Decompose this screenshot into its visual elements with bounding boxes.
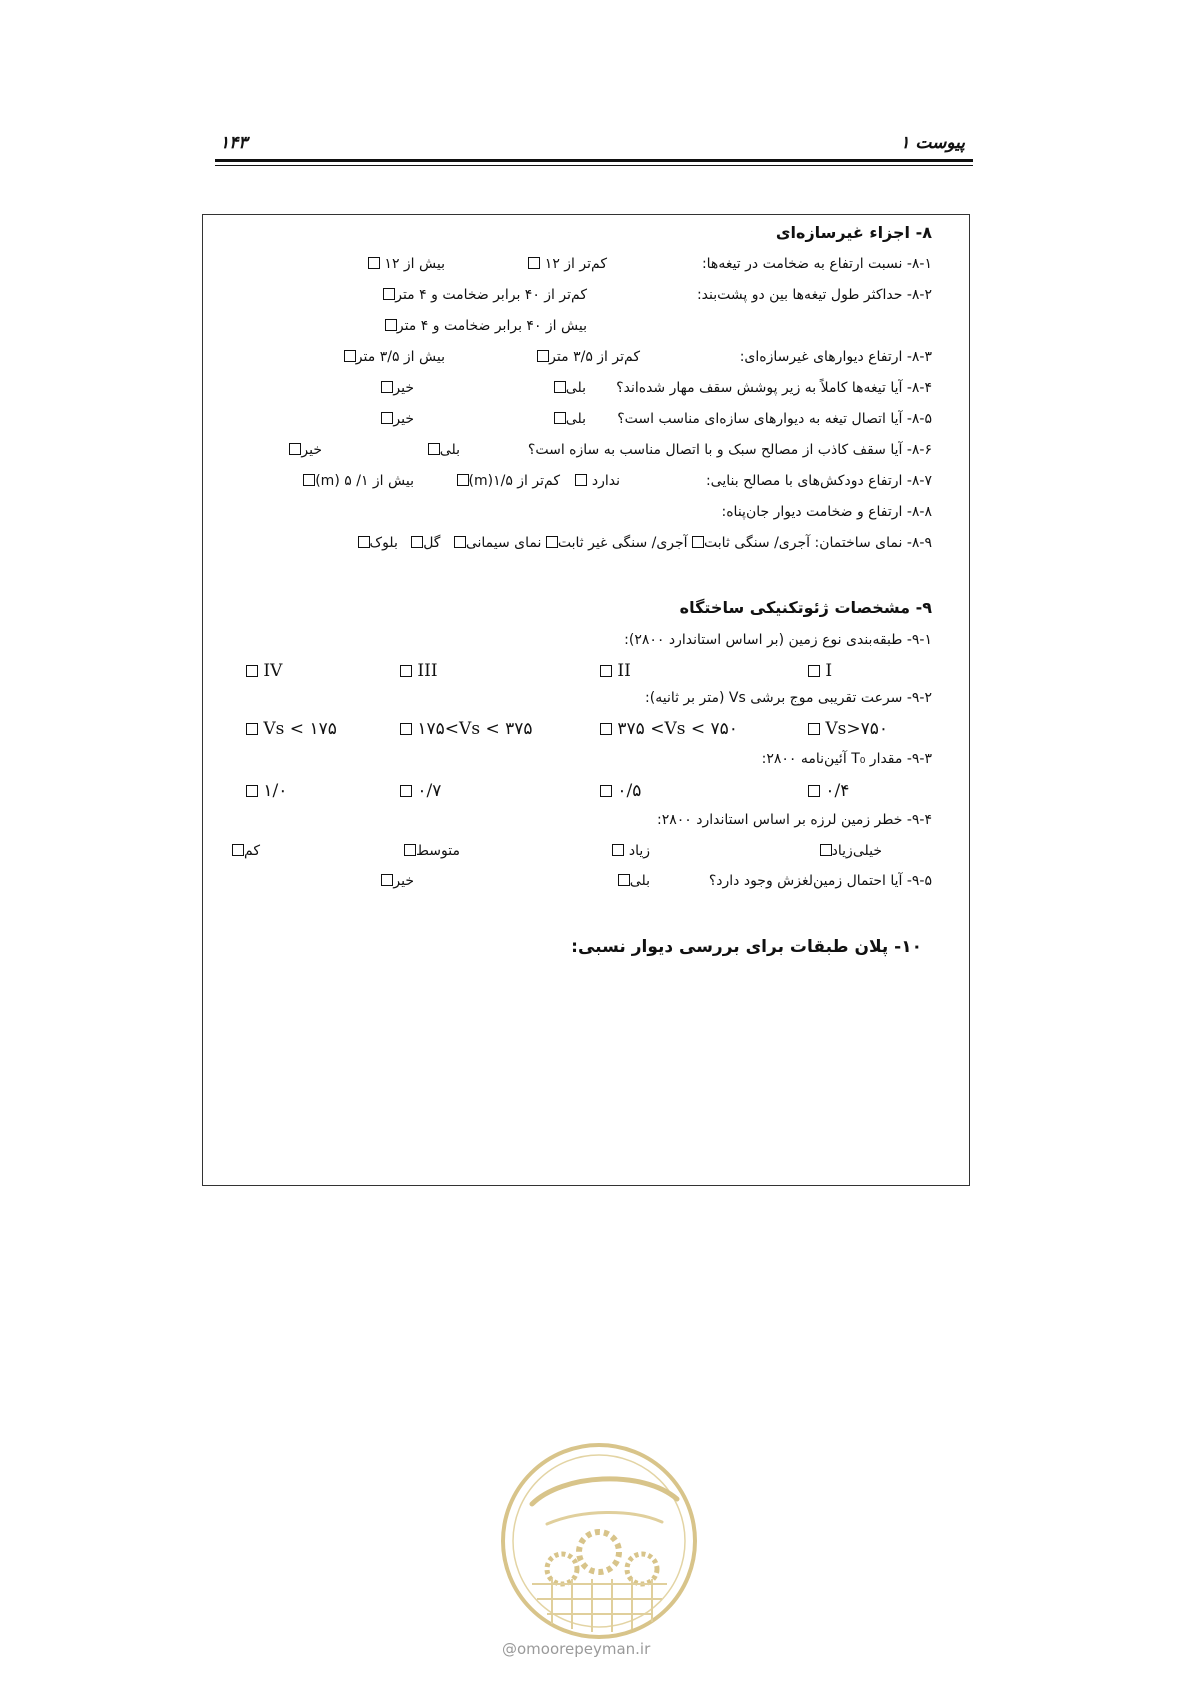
q8-4-option-yes[interactable]: بلی [554, 380, 586, 396]
checkbox[interactable] [575, 474, 587, 486]
checkbox[interactable] [546, 536, 558, 548]
q9-1-option-4[interactable]: IV [246, 661, 282, 681]
q9-3-option-2[interactable]: ۰/۵ [600, 781, 641, 801]
q8-9-option-1[interactable]: آجری/ سنگی ثابت [692, 535, 810, 551]
q8-9-option-2[interactable]: آجری/ سنگی غیر ثابت [546, 535, 688, 551]
q8-4-label: ۸-۴- آیا تیغه‌ها کاملاً به زیر پوشش سقف مهار شده‌اند؟ [616, 380, 932, 396]
checkbox[interactable] [612, 844, 624, 856]
q9-4-option-2[interactable]: زیاد [612, 843, 650, 859]
seal-logo [492, 1434, 706, 1666]
q8-5-option-yes[interactable]: بلی [554, 411, 586, 427]
q8-3-option-1[interactable]: کم‌تر از ۳/۵ متر [537, 349, 640, 365]
checkbox[interactable] [400, 723, 412, 735]
checkbox[interactable] [692, 536, 704, 548]
q8-6-label: ۸-۶- آیا سقف کاذب از مصالح سبک و با اتصال مناسب به سازه است؟ [527, 442, 932, 458]
checkbox[interactable] [289, 443, 301, 455]
q8-1-option-2[interactable]: بیش از ۱۲ [368, 256, 445, 272]
checkbox[interactable] [232, 844, 244, 856]
checkbox[interactable] [381, 874, 393, 886]
q8-9-option-4[interactable]: گل [411, 535, 440, 551]
q8-5-label: ۸-۵- آیا اتصال تیغه به دیوارهای سازه‌ای مناسب است؟ [617, 411, 932, 427]
q9-2-option-1[interactable]: Vs>۷۵۰ [808, 719, 888, 739]
q9-4-option-3[interactable]: متوسط [404, 843, 460, 859]
q9-2-label: ۹-۲- سرعت تقریبی موج برشی Vs (متر بر ثانیه): [645, 690, 932, 706]
q9-1-option-2[interactable]: II [600, 661, 631, 681]
q8-9-option-5[interactable]: بلوک [358, 535, 398, 551]
q8-7-option-less[interactable]: کم‌تر از ۱/۵(m) [457, 473, 561, 489]
checkbox[interactable] [400, 785, 412, 797]
q8-9-row: ۸-۹- نمای ساختمان: آجری/ سنگی ثابت آجری/ سنگی غیر ثابت نمای سیمانی گل بلوک [358, 535, 932, 551]
q9-2-option-3[interactable]: ۱۷۵<Vs < ۳۷۵ [400, 719, 533, 739]
checkbox[interactable] [600, 665, 612, 677]
checkbox[interactable] [246, 785, 258, 797]
q8-1-label: ۸-۱- نسبت ارتفاع به ضخامت در تیغه‌ها: [701, 256, 932, 272]
q8-3-label: ۸-۳- ارتفاع دیوارهای غیرسازه‌ای: [739, 349, 932, 365]
checkbox[interactable] [537, 350, 549, 362]
checkbox[interactable] [457, 474, 469, 486]
q8-8-label: ۸-۸- ارتفاع و ضخامت دیوار جان‌پناه: [721, 504, 932, 520]
checkbox[interactable] [528, 257, 540, 269]
q8-2-label: ۸-۲- حداکثر طول تیغه‌ها بین دو پشت‌بند: [696, 287, 932, 303]
checkbox[interactable] [404, 844, 416, 856]
q8-4-option-no[interactable]: خیر [381, 380, 414, 396]
checkbox[interactable] [808, 723, 820, 735]
page-number: ۱۴۳ [220, 133, 248, 153]
checkbox[interactable] [246, 723, 258, 735]
q9-3-option-4[interactable]: ۱/۰ [246, 781, 287, 801]
q8-9-option-3[interactable]: نمای سیمانی [454, 535, 542, 551]
q8-6-option-yes[interactable]: بلی [428, 442, 460, 458]
checkbox[interactable] [454, 536, 466, 548]
q8-5-option-no[interactable]: خیر [381, 411, 414, 427]
checkbox[interactable] [381, 412, 393, 424]
section-8-title: ۸- اجزاء غیرسازه‌ای [775, 223, 932, 242]
checkbox[interactable] [428, 443, 440, 455]
section-9-title: ۹- مشخصات ژئوتکنیکی ساختگاه [679, 598, 932, 617]
section-10-title: ۱۰- پلان طبقات برای بررسی دیوار نسبی: [571, 937, 922, 957]
q9-4-option-1[interactable]: خیلی‌زیاد [820, 843, 882, 859]
checkbox[interactable] [400, 665, 412, 677]
checkbox[interactable] [383, 288, 395, 300]
checkbox[interactable] [303, 474, 315, 486]
watermark-url: @omoorepeyman.ir [502, 1640, 651, 1658]
q8-2-option-2[interactable]: بیش از ۴۰ برابر ضخامت و ۴ متر [385, 318, 587, 334]
q8-6-option-no[interactable]: خیر [289, 442, 322, 458]
q9-5-label: ۹-۵- آیا احتمال زمین‌لغزش وجود دارد؟ [708, 873, 932, 889]
q9-3-option-3[interactable]: ۰/۷ [400, 781, 441, 801]
q9-1-label: ۹-۱- طبقه‌بندی نوع زمین (بر اساس استاندارد ۲۸۰۰): [624, 632, 932, 648]
checkbox[interactable] [385, 319, 397, 331]
q8-2-option-1[interactable]: کم‌تر از ۴۰ برابر ضخامت و ۴ متر [383, 287, 587, 303]
checkbox[interactable] [358, 536, 370, 548]
q8-7-option-more[interactable]: بیش از ۱/ ۵ (m) [303, 473, 414, 489]
checkbox[interactable] [820, 844, 832, 856]
q9-5-option-yes[interactable]: بلی [618, 873, 650, 889]
checkbox[interactable] [554, 412, 566, 424]
checkbox[interactable] [246, 665, 258, 677]
q9-2-option-2[interactable]: ۳۷۵ <Vs < ۷۵۰ [600, 719, 738, 739]
checkbox[interactable] [808, 665, 820, 677]
q8-7-label: ۸-۷- ارتفاع دودکش‌های با مصالح بنایی: [705, 473, 932, 489]
checkbox[interactable] [600, 785, 612, 797]
q9-3-option-1[interactable]: ۰/۴ [808, 781, 849, 801]
checkbox[interactable] [411, 536, 423, 548]
q9-4-option-4[interactable]: کم [232, 843, 260, 859]
checkbox[interactable] [381, 381, 393, 393]
checkbox[interactable] [618, 874, 630, 886]
q8-1-option-1[interactable]: کم‌تر از ۱۲ [528, 256, 607, 272]
header-rule-thick [215, 159, 973, 162]
checkbox[interactable] [600, 723, 612, 735]
q9-1-option-1[interactable]: I [808, 661, 832, 681]
q9-2-option-4[interactable]: Vs < ۱۷۵ [246, 719, 337, 739]
checkbox[interactable] [554, 381, 566, 393]
q9-3-label: ۹-۳- مقدار T₀ آئین‌نامه ۲۸۰۰: [761, 751, 932, 767]
q9-1-option-3[interactable]: III [400, 661, 438, 681]
checkbox[interactable] [808, 785, 820, 797]
checkbox[interactable] [368, 257, 380, 269]
q9-5-option-no[interactable]: خیر [381, 873, 414, 889]
chapter-title: پیوست ۱ [900, 133, 965, 153]
q8-3-option-2[interactable]: بیش از ۳/۵ متر [344, 349, 445, 365]
q8-7-option-none[interactable]: ندارد [575, 473, 620, 489]
header-rule-thin [215, 165, 973, 166]
q9-4-label: ۹-۴- خطر زمین لرزه بر اساس استاندارد ۲۸۰۰: [656, 812, 932, 828]
checkbox[interactable] [344, 350, 356, 362]
